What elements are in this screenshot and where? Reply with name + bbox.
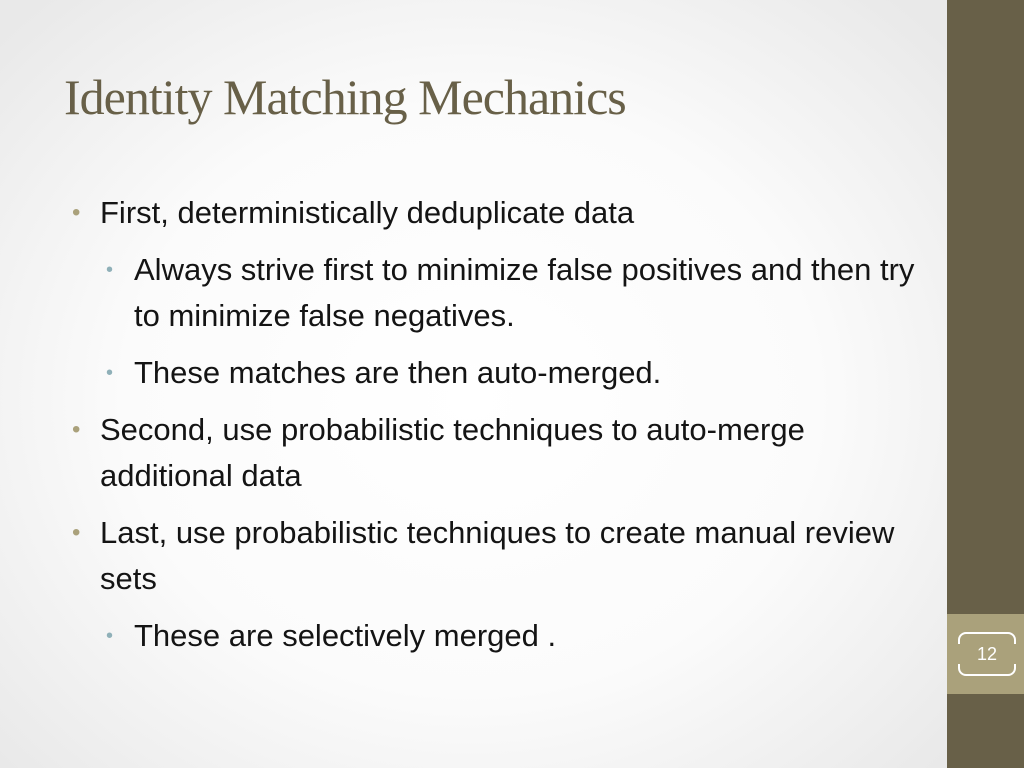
- bullet-icon: •: [72, 199, 81, 226]
- bullet-icon: •: [72, 416, 81, 443]
- sub-bullet-text: These matches are then auto-merged.: [134, 355, 662, 390]
- sub-bullet-icon: •: [106, 259, 114, 281]
- page-number: 12: [976, 644, 998, 664]
- sub-bullet-item: [106, 350, 942, 396]
- sub-bullet-text: These are selectively merged .: [134, 618, 557, 653]
- sub-bullet-item: [106, 613, 942, 659]
- bullet-item: [72, 190, 942, 236]
- bullet-text: Last, use probabilistic techniques to create manual review sets: [100, 515, 895, 596]
- bullet-item: [72, 407, 942, 499]
- bullet-text: First, deterministically deduplicate data: [100, 195, 635, 230]
- sub-bullet-icon: •: [106, 625, 114, 647]
- sub-bullet-item: [106, 247, 942, 339]
- sub-bullet-text: Always strive first to minimize false positives and then try to minimize false negatives.: [134, 252, 915, 333]
- bullet-list: [72, 190, 942, 670]
- bullet-item: [72, 510, 942, 602]
- sub-bullet-icon: •: [106, 362, 114, 384]
- slide-title: Identity Matching Mechanics: [64, 69, 626, 125]
- bullet-text: Second, use probabilistic techniques to auto-merge additional data: [100, 412, 805, 493]
- bullet-icon: •: [72, 519, 81, 546]
